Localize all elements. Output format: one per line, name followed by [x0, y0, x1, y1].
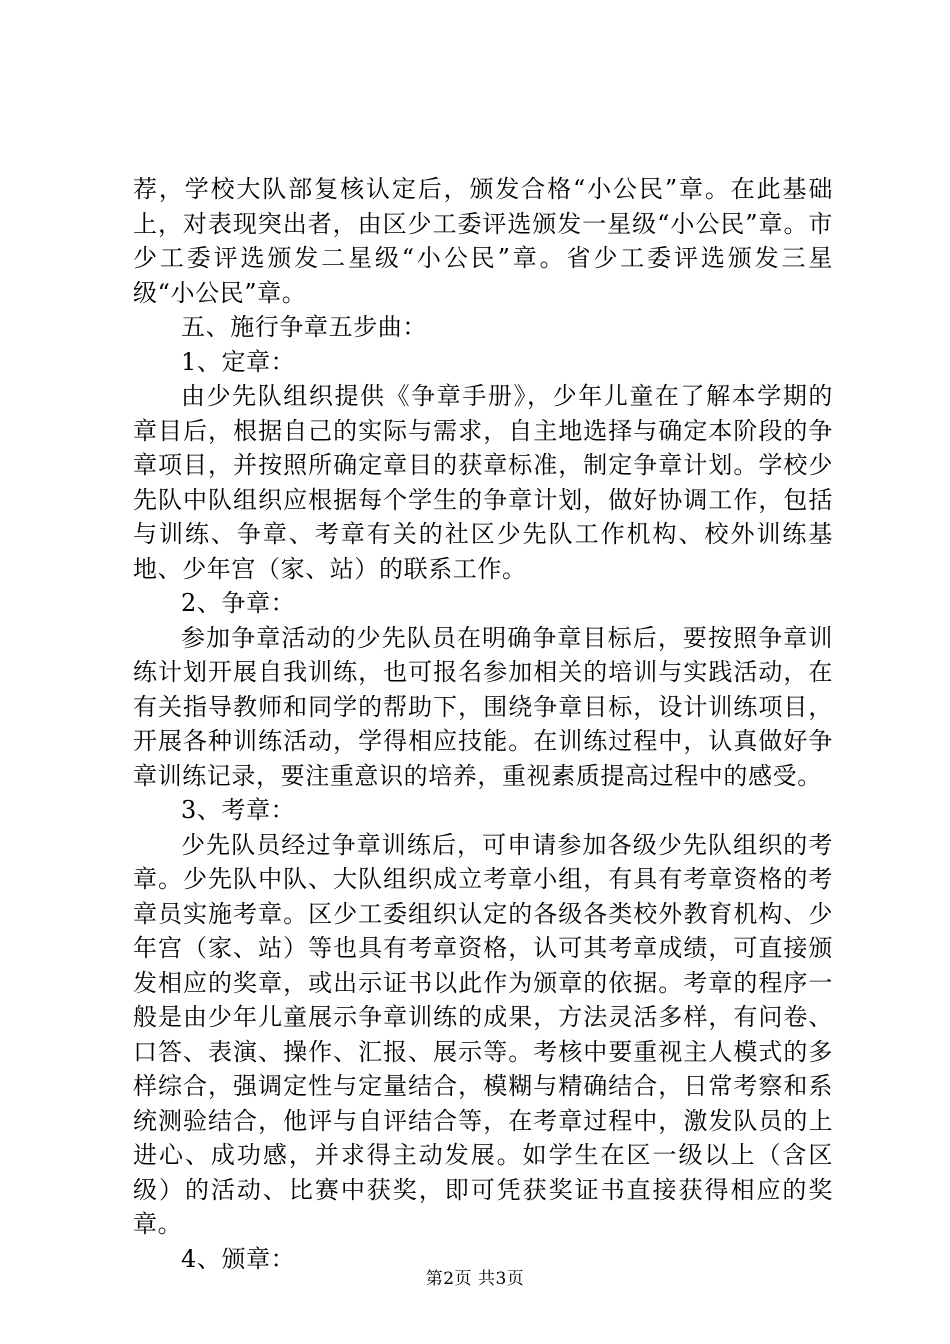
paragraph-step-2: 参加争章活动的少先队员在明确争章目标后，要按照争章训练计划开展自我训练，也可报名参加相关的培训与实践活动，在有关指导教师和同学的帮助下，围绕争章目标，设计训练项目，开展各种训练活动，学得相应技能。在训练过程中，认真做好争章训练记录，要注重意识的培养，重视素质提高过程中的感受。 [133, 623, 833, 790]
subheading-step-3: 3、考章： [181, 796, 296, 824]
document-body [133, 172, 833, 1276]
subheading-step-2: 2、争章： [181, 589, 296, 617]
paragraph-step-3: 少先队员经过争章训练后，可申请参加各级少先队组织的考章。少先队中队、大队组织成立考章小组，有具有考章资格的考章员实施考章。区少工委组织认定的各级各类校外教育机构、少年宫（家、站）等也具有考章资格，认可其考章成绩，可直接颁发相应的奖章，或出示证书以此作为颁章的依据。考章的程序一般是由少年儿童展示争章训练的成果，方法灵活多样，有问卷、口答、表演、操作、汇报、展示等。考核中要重视主人模式的多样综合，强调定性与定量结合，模糊与精确结合，日常考察和系统测验结合，他评与自评结合等，在考章过程中，激发队员的上进心、成功感，并求得主动发展。如学生在区一级以上（含区级）的活动、比赛中获奖，即可凭获奖证书直接获得相应的奖章。 [133, 830, 833, 1238]
page-footer [0, 1268, 950, 1290]
paragraph-intro-continuation: 荐，学校大队部复核认定后，颁发合格“小公民”章。在此基础上，对表现突出者，由区少工委评选颁发一星级“小公民”章。市少工委评选颁发二星级“小公民”章。省少工委评选颁发三星级“小公民”章。 [133, 175, 833, 307]
subheading-step-4: 4、颁章： [181, 1244, 296, 1273]
page-number-label: 第2页 共3页 [425, 1269, 525, 1289]
section-heading-five-steps: 五、施行争章五步曲： [181, 313, 427, 341]
paragraph-step-1: 由少先队组织提供《争章手册》，少年儿童在了解本学期的章目后，根据自己的实际与需求，自主地选择与确定本阶段的争章项目，并按照所确定章目的获章标准，制定争章计划。学校少先队中队组织应根据每个学生的争章计划，做好协调工作，包括与训练、争章、考章有关的社区少先队工作机构、校外训练基地、少年宫（家、站）的联系工作。 [133, 382, 833, 583]
subheading-step-1: 1、定章： [181, 347, 296, 376]
